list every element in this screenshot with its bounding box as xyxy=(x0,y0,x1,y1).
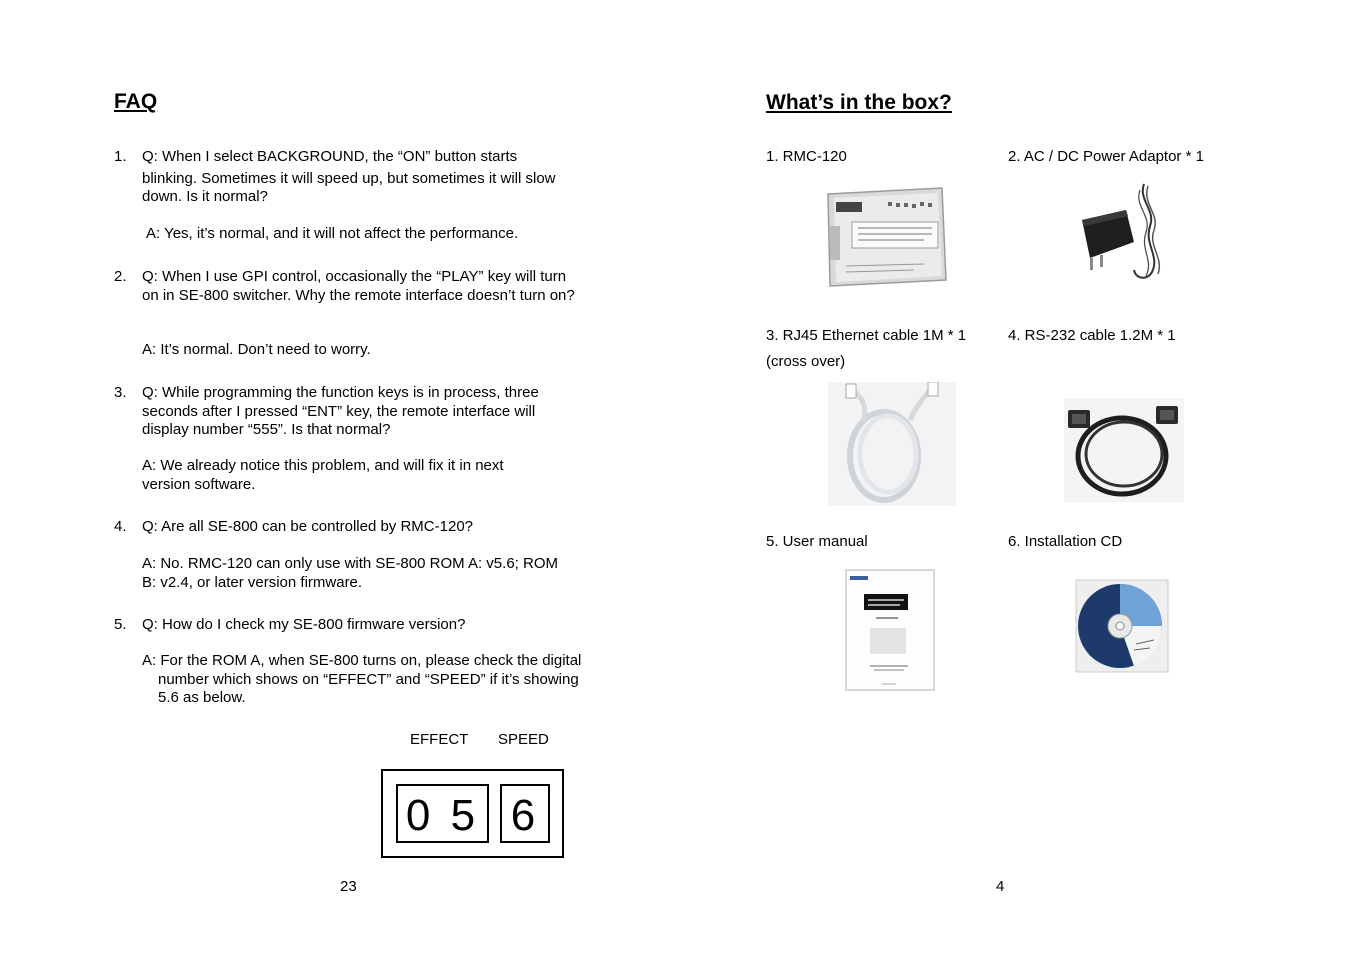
rs232-cable-image xyxy=(1064,398,1184,502)
item-label: 3. RJ45 Ethernet cable 1M * 1 xyxy=(766,327,967,344)
speed-label: SPEED xyxy=(498,731,549,748)
effect-digits: 0 5 xyxy=(396,784,489,843)
item-label: 5. User manual xyxy=(766,533,868,550)
faq-item-number: 1. xyxy=(114,148,127,165)
item-label: 6. Installation CD xyxy=(1008,533,1123,550)
speed-digits: 6 xyxy=(500,784,550,843)
page-number-left: 23 xyxy=(340,878,357,895)
faq-heading: FAQ xyxy=(114,90,158,113)
faq-question: Q: While programming the function keys is in process, three seconds after I pressed “ENT” key, the remote interface will display number “555”. Is that normal? xyxy=(142,384,539,438)
effect-label: EFFECT xyxy=(410,731,469,748)
control-box-image xyxy=(824,186,948,288)
faq-item-number: 2. xyxy=(114,268,127,285)
faq-answer: A: Yes, it’s normal, and it will not affect the performance. xyxy=(146,225,519,242)
faq-answer: A: No. RMC-120 can only use with SE-800 ROM A: v5.6; ROM B: v2.4, or later version firmware. xyxy=(142,555,558,591)
power-adaptor-image xyxy=(1074,180,1168,284)
ethernet-cable-image xyxy=(828,382,956,506)
faq-answer: A: We already notice this problem, and will fix it in next version software. xyxy=(142,457,504,493)
faq-question: Q: Are all SE-800 can be controlled by RMC-120? xyxy=(142,518,474,535)
installation-cd-image xyxy=(1074,578,1170,674)
item-sublabel: (cross over) xyxy=(766,353,846,370)
item-label: 4. RS-232 cable 1.2M * 1 xyxy=(1008,327,1176,344)
faq-question-rest: blinking. Sometimes it will speed up, but sometimes it will slow down. Is it normal? xyxy=(142,169,556,205)
faq-question xyxy=(142,148,592,207)
user-manual-image xyxy=(842,566,938,694)
item-label: 2. AC / DC Power Adaptor * 1 xyxy=(1008,148,1204,165)
faq-question: Q: How do I check my SE-800 firmware version? xyxy=(142,616,466,633)
faq-item-number: 4. xyxy=(114,518,127,535)
faq-item-number: 5. xyxy=(114,616,127,633)
item-label: 1. RMC-120 xyxy=(766,148,847,165)
faq-item-number: 3. xyxy=(114,384,127,401)
page-number-right: 4 xyxy=(996,878,1005,895)
faq-answer: A: It’s normal. Don’t need to worry. xyxy=(142,341,371,358)
faq-answer: A: For the ROM A, when SE-800 turns on, please check the digital number which shows on “EFFECT” and “SPEED” if it’s showing 5.6 as below. xyxy=(142,652,582,706)
faq-question: Q: When I use GPI control, occasionally the “PLAY” key will turn on in SE-800 switcher. Why the remote interface doesn’t turn on? xyxy=(142,268,575,304)
whats-in-box-heading: What’s in the box? xyxy=(766,91,952,114)
segment-display xyxy=(381,769,564,858)
faq-question-line: Q: When I select BACKGROUND, the “ON” button starts xyxy=(142,148,518,165)
